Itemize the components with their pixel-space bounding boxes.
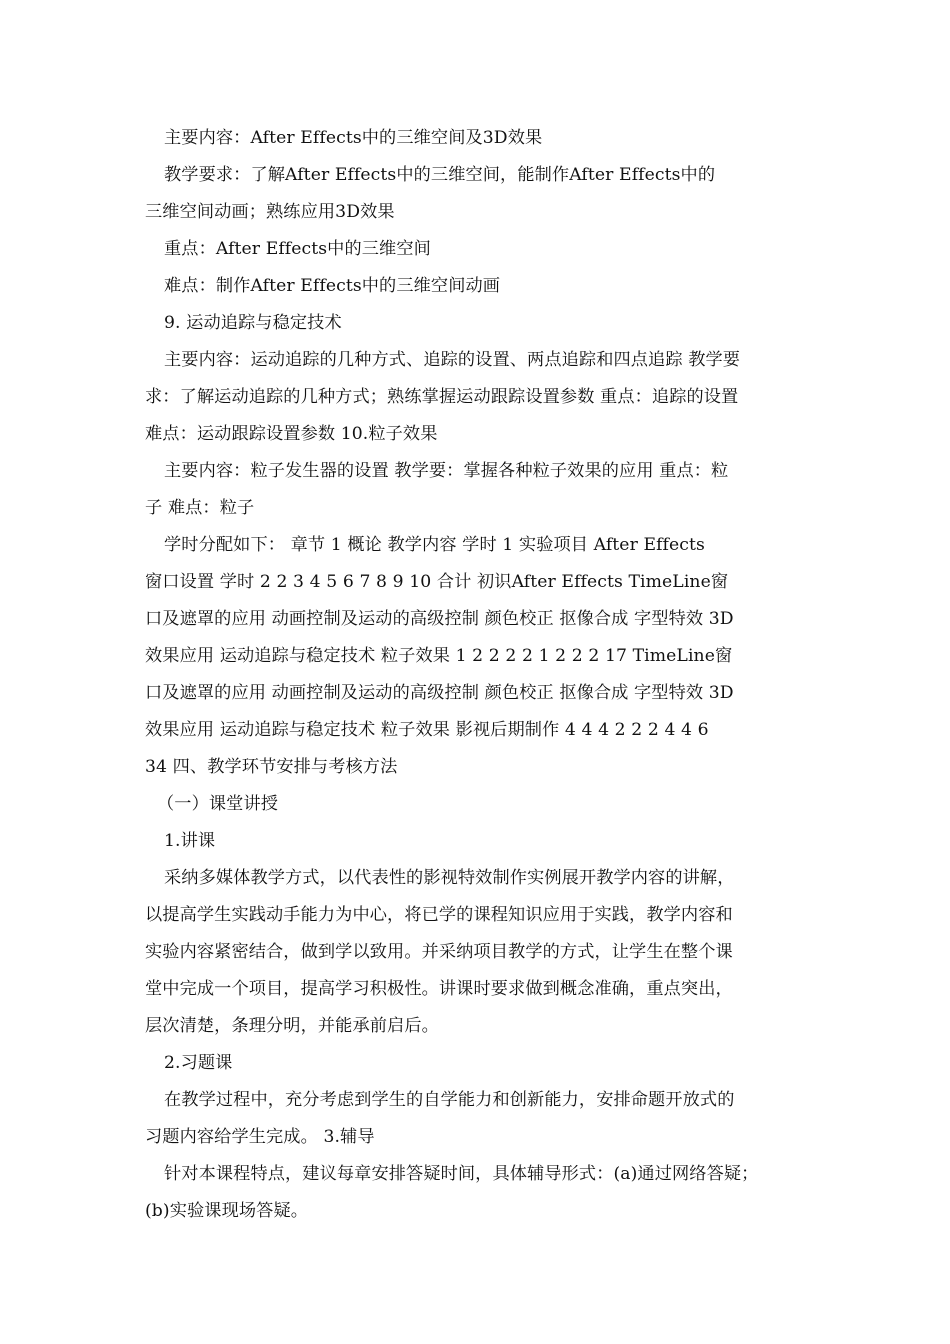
text-line: 层次清楚，条理分明，并能承前启后。 [145, 1016, 439, 1036]
text-line: 求：了解运动追踪的几种方式；熟练掌握运动跟踪设置参数 重点：追踪的设置 [145, 387, 739, 407]
text-line: 以提高学生实践动手能力为中心，将已学的课程知识应用于实践，教学内容和 [145, 905, 733, 925]
text-line: 堂中完成一个项目，提高学习积极性。讲课时要求做到概念准确，重点突出， [145, 979, 733, 999]
text-line: 针对本课程特点，建议每章安排答疑时间，具体辅导形式：(a)通过网络答疑； [164, 1164, 759, 1184]
text-line: 主要内容：After Effects中的三维空间及3D效果 [164, 128, 543, 148]
text-line: 窗口设置 学时 2 2 3 4 5 6 7 8 9 10 合计 初识After Effects TimeLine窗 [145, 572, 729, 592]
text-line: 实验内容紧密结合，做到学以致用。并采纳项目教学的方式，让学生在整个课 [145, 942, 733, 962]
text-line: 效果应用 运动追踪与稳定技术 粒子效果 影视后期制作 4 4 4 2 2 2 4 4 6 [145, 720, 709, 740]
subsection-heading: 1.讲课 [164, 831, 216, 851]
text-line: 学时分配如下： 章节 1 概论 教学内容 学时 1 实验项目 After Effects [164, 535, 705, 555]
section-heading: 9. 运动追踪与稳定技术 [164, 313, 342, 333]
text-line: 三维空间动画；熟练应用3D效果 [145, 202, 395, 222]
text-line: 重点：After Effects中的三维空间 [164, 239, 431, 259]
text-line: 口及遮罩的应用 动画控制及运动的高级控制 颜色校正 抠像合成 字型特效 3D [145, 683, 734, 703]
text-line: 习题内容给学生完成。 3.辅导 [145, 1127, 375, 1147]
document-body [145, 120, 805, 1230]
text-line: 主要内容：粒子发生器的设置 教学要：掌握各种粒子效果的应用 重点：粒 [164, 461, 729, 481]
text-line: 子 难点：粒子 [145, 498, 255, 518]
text-line: 难点：制作After Effects中的三维空间动画 [164, 276, 501, 296]
text-line: 采纳多媒体教学方式，以代表性的影视特效制作实例展开教学内容的讲解， [164, 868, 735, 888]
subsection-heading: 2.习题课 [164, 1053, 233, 1073]
text-line: 口及遮罩的应用 动画控制及运动的高级控制 颜色校正 抠像合成 字型特效 3D [145, 609, 734, 629]
text-line: 在教学过程中，充分考虑到学生的自学能力和创新能力，安排命题开放式的 [164, 1090, 735, 1110]
subsection-heading: （一）课堂讲授 [157, 794, 279, 814]
text-line: (b)实验课现场答疑。 [145, 1201, 309, 1221]
section-heading: 34 四、教学环节安排与考核方法 [145, 757, 398, 777]
text-line: 主要内容：运动追踪的几种方式、追踪的设置、两点追踪和四点追踪 教学要 [164, 350, 741, 370]
text-line: 效果应用 运动追踪与稳定技术 粒子效果 1 2 2 2 2 1 2 2 2 17 TimeLine窗 [145, 646, 733, 666]
text-line: 难点：运动跟踪设置参数 10.粒子效果 [145, 424, 438, 444]
text-line: 教学要求：了解After Effects中的三维空间，能制作After Effects中的 [164, 165, 716, 185]
